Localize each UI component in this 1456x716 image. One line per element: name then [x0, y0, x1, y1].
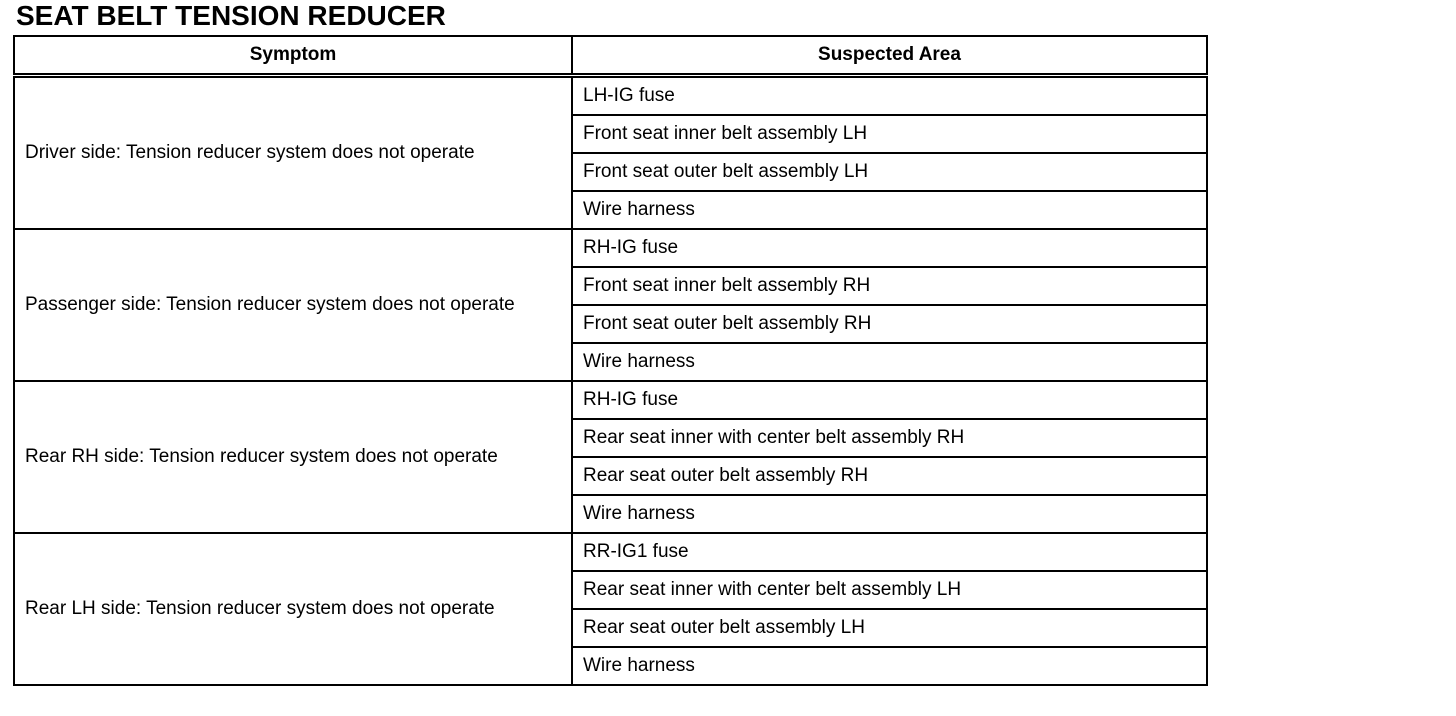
suspected-area-cell: Front seat inner belt assembly RH — [572, 267, 1207, 305]
suspected-area-cell: Rear seat inner with center belt assembly RH — [572, 419, 1207, 457]
suspected-area-cell: Front seat inner belt assembly LH — [572, 115, 1207, 153]
table-header-row — [14, 36, 1207, 76]
page-title: SEAT BELT TENSION REDUCER — [16, 0, 446, 31]
suspected-area-cell: Rear seat outer belt assembly LH — [572, 609, 1207, 647]
suspected-area-cell: Wire harness — [572, 343, 1207, 381]
symptom-cell: Passenger side: Tension reducer system does not operate — [14, 229, 572, 381]
column-header-symptom: Symptom — [14, 36, 572, 76]
suspected-area-cell: RH-IG fuse — [572, 229, 1207, 267]
suspected-area-cell: RR-IG1 fuse — [572, 533, 1207, 571]
suspected-area-cell: Wire harness — [572, 647, 1207, 685]
table-row — [14, 533, 1207, 571]
suspected-area-cell: Rear seat inner with center belt assembly LH — [572, 571, 1207, 609]
symptom-cell: Rear LH side: Tension reducer system does not operate — [14, 533, 572, 685]
table-row — [14, 76, 1207, 116]
suspected-area-cell: Front seat outer belt assembly LH — [572, 153, 1207, 191]
symptom-cell: Driver side: Tension reducer system does not operate — [14, 76, 572, 230]
table-row — [14, 381, 1207, 419]
suspected-area-cell: Rear seat outer belt assembly RH — [572, 457, 1207, 495]
suspected-area-cell: RH-IG fuse — [572, 381, 1207, 419]
table-row — [14, 229, 1207, 267]
column-header-suspected-area: Suspected Area — [572, 36, 1207, 76]
suspected-area-cell: LH-IG fuse — [572, 76, 1207, 116]
suspected-area-cell: Wire harness — [572, 191, 1207, 229]
symptom-table — [13, 35, 1208, 686]
suspected-area-cell: Front seat outer belt assembly RH — [572, 305, 1207, 343]
symptom-cell: Rear RH side: Tension reducer system does not operate — [14, 381, 572, 533]
suspected-area-cell: Wire harness — [572, 495, 1207, 533]
